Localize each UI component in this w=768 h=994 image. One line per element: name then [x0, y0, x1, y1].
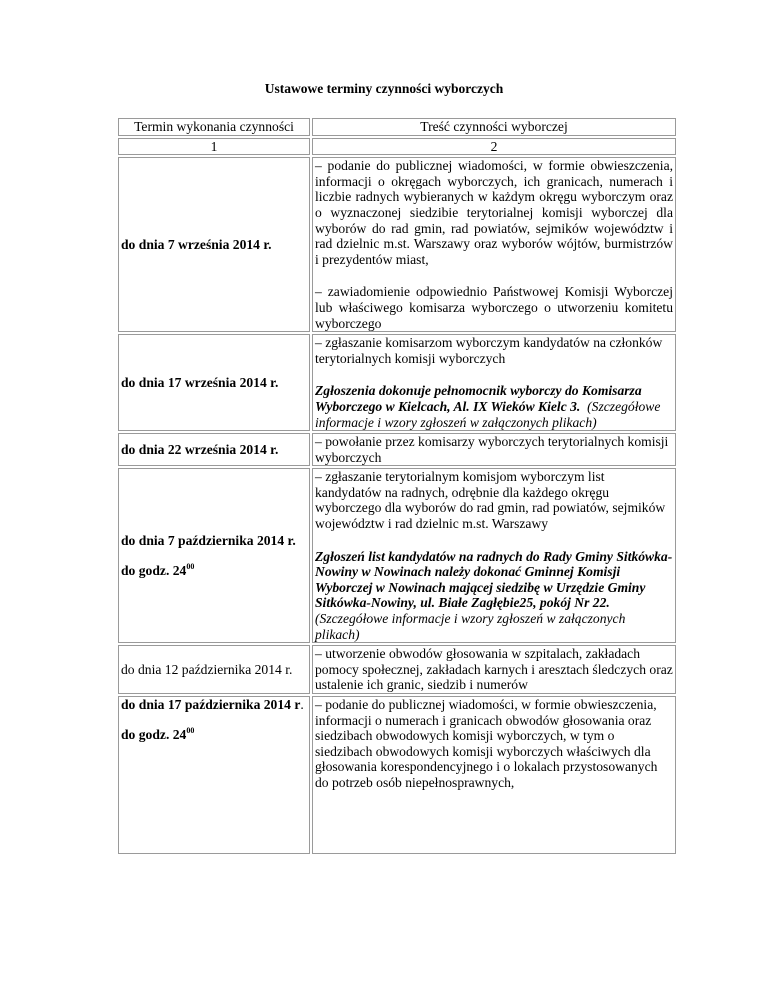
- row-content: [312, 157, 676, 332]
- row-time: do godz. $24^{00}$: [121, 561, 195, 578]
- row-italic-note: (Szczegółowe informacje i wzory zgłoszeń w załączonych plikach): [315, 611, 626, 642]
- table-row: [118, 157, 676, 332]
- row-text: – powołanie przez komisarzy wyborczych terytorialnych komisji wyborczych: [315, 434, 669, 465]
- row-content: [312, 645, 676, 694]
- header-col-content: Treść czynności wyborczej: [312, 118, 676, 136]
- table-row: [118, 645, 676, 694]
- page-title: Ustawowe terminy czynności wyborczych: [264, 81, 504, 96]
- table-row: [118, 334, 676, 431]
- row-date: do dnia 17 września 2014 r.: [118, 334, 310, 431]
- row-text: – zgłaszanie komisarzom wyborczym kandydatów na członków terytorialnych komisji wyborczych: [315, 335, 663, 366]
- row-text: – podanie do publicznej wiadomości, w formie obwieszczenia, informacji o okręgach wyborczych, ich granicach, numerach i liczbie radnych wybieranych w każdym okręgu wyborczym oraz o wyznaczonej siedzibie terytorialnej komisji wyborczej dla wyborów do rad gmin, rad powiatów, sejmików województw i rad dzielnic m.st. Warszawy oraz wyborów wójtów, burmistrzów i prezydentów miast,: [315, 158, 673, 267]
- row-text: – utworzenie obwodów głosowania w szpitalach, zakładach pomocy społecznej, zakładach karnych i aresztach śledczych oraz ustalenie ich granic, siedzib i numerów: [315, 646, 673, 693]
- table-header-row: [118, 118, 676, 136]
- row-bold-note: Zgłoszeń list kandydatów na radnych do Rady Gminy Sitkówka-Nowiny w Nowinach należy dokonać Gminnej Komisji Wyborczej w Nowinach mającej siedzibę w Urzędzie Gminy Sitkówka-Nowiny, ul. Białe Zagłębie25, pokój Nr 22.: [315, 548, 673, 611]
- row-date: do dnia 22 września 2014 r.: [118, 433, 310, 466]
- row-content: [312, 334, 676, 431]
- table-row: [118, 696, 676, 854]
- row-date: [118, 468, 310, 643]
- header-col-deadline: Termin wykonania czynności: [118, 118, 310, 136]
- row-date: do dnia 12 października 2014 r.: [118, 645, 310, 694]
- election-schedule-table: [116, 116, 678, 856]
- table-row: [118, 433, 676, 466]
- table-number-row: [118, 138, 676, 156]
- row-text: – zawiadomienie odpowiednio Państwowej Komisji Wyborczej lub właściwego komisarza wyborczego o utworzeniu komitetu wyborczego: [315, 284, 673, 331]
- header-num-2: 2: [312, 138, 676, 156]
- row-text: – zgłaszanie terytorialnym komisjom wyborczym list kandydatów na radnych, odrębnie dla każdego okręgu wyborczego dla wyborów do rad gmin, rad powiatów, sejmików województw i rad dzielnic m.st. Warszawy: [315, 469, 666, 532]
- row-date-text: do dnia 17 października 2014 r.: [121, 697, 304, 712]
- row-text: – podanie do publicznej wiadomości, w formie obwieszczenia, informacji o numerach i granicach obwodów głosowania oraz siedzibach obwodowych komisji wyborczych, w tym o siedzibach obwodowych komisji wyborczych właściwych dla głosowania korespondencyjnego i o lokalach przystosowanych do potrzeb osób niepełnosprawnych,: [315, 697, 658, 790]
- row-date: do dnia 7 września 2014 r.: [118, 157, 310, 332]
- row-italic-note: (Szczegółowe informacje i wzory zgłoszeń w załączonych plikach): [315, 398, 661, 430]
- row-bold-note: Zgłoszenia dokonuje pełnomocnik wyborczy do Komisarza Wyborczego w Kielcach, Al. IX Wieków Kielc 3.: [315, 383, 642, 414]
- row-note: [315, 383, 673, 430]
- row-content: [312, 468, 676, 643]
- row-content: [312, 433, 676, 466]
- row-date: [118, 696, 310, 854]
- row-date-text: do dnia 7 października 2014 r.: [121, 533, 296, 549]
- row-note: [315, 549, 673, 643]
- table-row: [118, 468, 676, 643]
- row-time: do godz. $24^{00}$: [121, 725, 195, 742]
- header-num-1: 1: [118, 138, 310, 156]
- row-content: [312, 696, 676, 854]
